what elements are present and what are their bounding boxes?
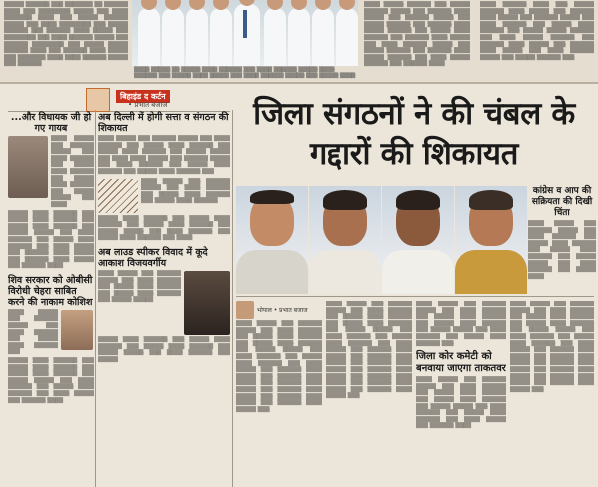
portrait-4 — [455, 186, 527, 294]
author-photo — [86, 88, 110, 112]
leaders-portraits — [236, 186, 526, 296]
column-header — [8, 88, 230, 112]
mid-body-3: ▒▒▒▒▒ ▒▒▒▒ ▒▒▒▒▒▒ ▒▒▒ ▒▒▒▒▒ ▒▒▒▒ ▒▒▒▒▒▒ ▒▒▒ ▒▒▒▒▒ ▒▒▒▒ ▒▒▒▒▒▒ ▒▒▒ ▒▒▒▒▒ ▒▒▒▒▒ ▒▒▒ ▒▒▒▒ ▒▒▒▒▒▒ ▒▒▒ ▒▒▒▒▒ — [98, 336, 230, 363]
mid-body-2: ▒▒▒▒▒ ▒▒▒▒ ▒▒▒▒▒▒ ▒▒▒ ▒▒▒▒▒ ▒▒▒▒ ▒▒▒▒▒▒ ▒▒▒ ▒▒▒▒▒ ▒▒▒▒ ▒▒▒▒▒▒ ▒▒▒ ▒▒▒▒▒ ▒▒▒▒▒ ▒▒▒ ▒▒▒▒ ▒▒▒▒▒▒ ▒▒▒ ▒▒▒▒▒ ▒▒▒▒ ▒▒▒▒▒▒ ▒▒▒ ▒▒▒▒ — [98, 215, 230, 242]
bottom-col-4: ▒▒▒▒ ▒▒▒▒▒ ▒▒▒ ▒▒▒▒▒▒ ▒▒▒▒▒ ▒▒▒ ▒▒▒▒ ▒▒▒▒▒▒ ▒▒▒ ▒▒▒▒▒ ▒▒▒▒ ▒▒▒▒▒▒ ▒▒▒ ▒▒▒▒▒ ▒▒▒▒ ▒▒▒▒▒▒ ▒▒▒ ▒▒▒▒▒ ▒▒▒▒▒ ▒▒▒ ▒▒▒▒ ▒▒▒▒▒▒ ▒▒▒ ▒▒▒▒▒ ▒▒▒▒ ▒▒▒▒▒▒ ▒▒▒ ▒▒▒▒ ▒▒▒▒▒ ▒▒▒ ▒▒▒▒▒▒ ▒▒▒▒ ▒▒▒▒▒ ▒▒▒ ▒▒▒▒▒▒ ▒▒▒▒ ▒▒▒▒▒ ▒▒▒ ▒▒▒▒▒▒ ▒▒▒▒ ▒▒▒▒▒ ▒▒▒ ▒▒▒▒▒▒ ▒▒▒▒ ▒▒▒▒▒ ▒▒▒ ▒▒▒▒▒▒ ▒▒▒▒ ▒▒▒▒▒ ▒▒▒ ▒▒▒▒▒▒ ▒▒▒▒ ▒▒▒▒▒ ▒▒▒ — [510, 301, 594, 393]
doctor-figure — [186, 8, 208, 66]
bottom-col-3: ▒▒▒▒ ▒▒▒▒▒ ▒▒▒ ▒▒▒▒▒▒ ▒▒▒▒▒ ▒▒▒ ▒▒▒▒ ▒▒▒▒▒▒ ▒▒▒ ▒▒▒▒▒ ▒▒▒▒ ▒▒▒▒▒▒ ▒▒▒ ▒▒▒▒▒ ▒▒▒▒ ▒▒▒▒▒▒ ▒▒▒ ▒▒▒▒▒ ▒▒▒▒▒ ▒▒▒ ▒▒▒▒ ▒▒▒▒▒▒ ▒▒▒ ▒▒▒▒▒ ▒▒▒▒ ▒▒▒▒▒▒ ▒▒▒ जिला कोर कमेटी को बनवाया जाएगा ताकतवर ▒▒▒▒ ▒▒▒▒▒ ▒▒▒ ▒▒▒▒▒▒ ▒▒▒▒▒ ▒▒▒ ▒▒▒▒ ▒▒▒▒▒▒ ▒▒▒ ▒▒▒▒▒ ▒▒▒▒ ▒▒▒▒▒▒ ▒▒▒ ▒▒▒▒▒ ▒▒▒▒ ▒▒▒▒▒▒ ▒▒▒ ▒▒▒▒▒ ▒▒▒▒▒ ▒▒▒ ▒▒▒▒ ▒▒▒▒▒▒ ▒▒▒ ▒▒▒▒▒ ▒▒▒▒ ▒▒▒▒▒▒ ▒▒▒ ▒▒▒▒ ▒▒▒▒▒ ▒▒▒ ▒▒▒▒▒▒ ▒▒▒▒ — [416, 301, 506, 430]
photo-caption: ▒▒▒▒ ▒▒▒▒▒ ▒▒ ▒▒▒▒▒ ▒▒▒▒ ▒▒▒▒▒▒ ▒▒▒ ▒▒▒▒ ▒▒▒▒▒▒ ▒▒▒▒▒ ▒▒▒▒ ▒▒▒▒▒▒ ▒▒▒ ▒▒▒▒▒ ▒▒▒▒ ▒▒▒▒▒ ▒▒▒ ▒▒▒▒ ▒▒▒▒▒▒ ▒▒▒▒▒ ▒▒▒ ▒▒▒▒▒ ▒▒▒▒ — [132, 66, 358, 82]
middle-column: अब दिल्ली में होगी सत्ता व संगठन की शिकायत ▒▒▒▒ ▒▒▒▒▒ ▒▒▒ ▒▒▒▒▒▒ ▒▒▒▒▒ ▒▒▒ ▒▒▒▒ ▒▒▒▒▒▒ ▒▒▒ ▒▒▒▒▒ ▒▒▒▒ ▒▒▒▒▒▒ ▒▒▒ ▒▒▒▒▒ ▒▒▒▒ ▒▒▒▒▒▒ ▒▒▒ ▒▒▒▒▒ ▒▒▒▒▒ ▒▒▒ ▒▒▒▒ ▒▒▒▒ ▒▒▒▒▒ ▒▒▒ ▒▒▒▒▒▒ ▒▒▒▒▒ ▒▒▒ ▒▒▒▒ ▒▒▒▒▒▒ ▒▒▒ ▒▒▒▒▒ ▒▒▒▒ ▒▒▒▒▒▒ ▒▒▒ ▒▒▒▒▒ ▒▒▒▒ ▒▒▒▒▒▒ ▒▒▒ ▒▒▒▒ ▒▒▒▒▒ ▒▒▒ ▒▒▒▒▒▒ ▒▒▒▒▒ ▒▒▒ ▒▒▒▒ ▒▒▒▒▒▒ ▒▒▒ ▒▒▒▒▒ ▒▒▒▒ ▒▒▒▒▒▒ ▒▒▒ ▒▒▒▒▒ ▒▒▒▒ ▒▒▒▒▒▒ ▒▒▒▒▒ ▒▒▒▒ ▒▒▒▒▒▒ ▒▒▒ ▒▒▒▒▒ ▒▒▒▒ ▒▒▒▒▒▒ ▒▒▒ ▒▒▒▒▒ ▒▒▒▒ ▒▒▒▒▒▒ ▒▒▒ ▒▒▒▒▒ ▒▒▒▒▒ ▒▒▒ ▒▒▒▒ ▒▒▒▒▒▒ ▒▒▒ ▒▒▒▒▒ ▒▒▒▒ ▒▒▒▒▒▒ ▒▒▒ ▒▒▒▒ अब लाउड स्पीकर विवाद में कूदे आकाश विजयवर्गीय ▒▒▒▒ ▒▒▒▒▒ ▒▒▒ ▒▒▒▒▒▒ ▒▒▒▒▒ ▒▒▒ ▒▒▒▒ ▒▒▒▒▒▒ ▒▒▒ ▒▒▒▒▒ ▒▒▒▒ ▒▒▒▒▒▒ ▒▒▒ ▒▒▒▒▒ ▒▒▒▒ ▒▒▒▒▒▒ ▒▒▒ ▒▒▒▒▒ ▒▒▒▒▒ ▒▒▒▒▒ ▒▒▒▒ ▒▒▒▒▒▒ ▒▒▒ ▒▒▒▒▒ ▒▒▒▒ ▒▒▒▒▒▒ ▒▒▒ ▒▒▒▒▒ ▒▒▒▒ ▒▒▒▒▒▒ ▒▒▒ ▒▒▒▒▒ ▒▒▒▒▒ ▒▒▒ ▒▒▒▒ ▒▒▒▒▒▒ ▒▒▒ ▒▒▒▒▒ — [98, 112, 230, 363]
doctor-figure — [234, 4, 260, 66]
side-box — [528, 186, 596, 286]
left-column: ...और विधायक जी हो गए गायब ▒▒▒▒ ▒▒▒▒▒ ▒▒▒ ▒▒▒▒▒▒ ▒▒▒▒▒ ▒▒▒ ▒▒▒▒ ▒▒▒▒▒▒ ▒▒▒ ▒▒▒▒▒ ▒▒▒▒ ▒▒▒▒▒▒ ▒▒▒ ▒▒▒▒▒ ▒▒▒▒ ▒▒▒▒▒▒ ▒▒▒ ▒▒▒▒▒ ▒▒▒▒▒ ▒▒▒ ▒▒▒▒ ▒▒▒▒▒ ▒▒▒▒ ▒▒▒▒▒▒ ▒▒▒ ▒▒▒▒▒ ▒▒▒▒ ▒▒▒▒▒▒ ▒▒▒ ▒▒▒▒▒ ▒▒▒▒ ▒▒▒▒▒▒ ▒▒▒ ▒▒▒▒▒ ▒▒▒▒▒ ▒▒▒ ▒▒▒▒ ▒▒▒▒▒▒ ▒▒▒ ▒▒▒▒▒ ▒▒▒▒ ▒▒▒▒▒▒ ▒▒▒ ▒▒▒▒ ▒▒▒▒▒ ▒▒▒ ▒▒▒▒▒▒ ▒▒▒▒ ▒▒▒▒▒ ▒▒▒ ▒▒▒▒▒▒ ▒▒▒▒ ▒▒▒▒▒ ▒▒▒ ▒▒▒▒▒▒ ▒▒▒▒ शिव सरकार को ओबीसी विरोधी चेहरा साबित करने की नाकाम कोशिश ▒▒▒▒ ▒▒▒▒▒ ▒▒▒ ▒▒▒▒▒▒ ▒▒▒▒▒ ▒▒▒ ▒▒▒▒ ▒▒▒▒▒▒ ▒▒▒ ▒▒▒▒▒ ▒▒▒▒ ▒▒▒▒▒▒ ▒▒▒ ▒▒▒▒▒ ▒▒▒▒ ▒▒▒▒▒▒ ▒▒▒ ▒▒▒▒▒ ▒▒▒▒ ▒▒▒▒▒▒ ▒▒▒ ▒▒▒▒▒ ▒▒▒▒ ▒▒▒▒▒▒ ▒▒▒ ▒▒▒▒▒ ▒▒▒▒▒ ▒▒▒ ▒▒▒▒ ▒▒▒▒▒▒ ▒▒▒ ▒▒▒▒▒ ▒▒▒▒ ▒▒▒▒▒▒ ▒▒▒ ▒▒▒▒ ▒▒▒▒▒ ▒▒▒ ▒▒▒▒▒▒ ▒▒▒▒ — [8, 112, 94, 404]
cartoon-drawing — [98, 179, 138, 213]
left-headline-2: शिव सरकार को ओबीसी विरोधी चेहरा साबित करने की नाकाम कोशिश — [8, 274, 93, 308]
doctor-figure — [162, 8, 184, 66]
bottom-subhead: जिला कोर कमेटी को बनवाया जाएगा ताकतवर — [416, 351, 506, 375]
doctor-figure — [138, 8, 160, 66]
akash-photo — [184, 271, 230, 335]
reporter-photo — [236, 301, 254, 319]
portrait-1 — [236, 186, 308, 294]
main-headline: जिला संगठनों ने की चंबल के गद्दारों की शिकायत — [253, 96, 575, 172]
doctor-figure — [312, 8, 334, 66]
mid-headline-2: अब लाउड स्पीकर विवाद में कूदे आकाश विजयवर्गीय — [98, 246, 208, 269]
side-headline: कांग्रेस व आप की सक्रियता की दिखी चिंता — [531, 186, 593, 218]
portrait-3 — [382, 186, 454, 294]
column-rule — [95, 110, 96, 487]
bottom-col-2: ▒▒▒▒ ▒▒▒▒▒ ▒▒▒ ▒▒▒▒▒▒ ▒▒▒▒▒ ▒▒▒ ▒▒▒▒ ▒▒▒▒▒▒ ▒▒▒ ▒▒▒▒▒ ▒▒▒▒ ▒▒▒▒▒▒ ▒▒▒ ▒▒▒▒▒ ▒▒▒▒ ▒▒▒▒▒▒ ▒▒▒ ▒▒▒▒▒ ▒▒▒▒▒ ▒▒▒ ▒▒▒▒ ▒▒▒▒▒▒ ▒▒▒ ▒▒▒▒▒ ▒▒▒▒ ▒▒▒▒▒▒ ▒▒▒ ▒▒▒▒ ▒▒▒▒▒ ▒▒▒ ▒▒▒▒▒▒ ▒▒▒▒ ▒▒▒▒▒ ▒▒▒ ▒▒▒▒▒▒ ▒▒▒▒ ▒▒▒▒▒ ▒▒▒ ▒▒▒▒▒▒ ▒▒▒▒ ▒▒▒▒▒ ▒▒▒ ▒▒▒▒▒▒ ▒▒▒▒ ▒▒▒▒▒ ▒▒▒ ▒▒▒▒▒▒ ▒▒▒▒ ▒▒▒▒▒ ▒▒▒ ▒▒▒▒▒▒ ▒▒▒▒ ▒▒▒▒▒ ▒▒▒ ▒▒▒▒▒▒ ▒▒▒▒ ▒▒▒▒▒ ▒▒▒ — [326, 301, 412, 400]
top-right-text-2: ▒▒▒▒ ▒▒▒▒▒▒ ▒▒▒▒ ▒▒▒ ▒▒▒▒▒ ▒▒▒▒▒▒ ▒▒▒▒ ▒▒▒▒▒ ▒▒▒ ▒▒▒▒▒▒ ▒▒▒▒ ▒▒▒▒▒ ▒▒▒ ▒▒▒▒▒▒ ▒▒▒▒▒ ▒▒▒ ▒▒▒▒ ▒▒▒▒▒▒ ▒▒▒ ▒▒▒▒▒ ▒▒▒▒ ▒▒▒▒▒▒ ▒▒▒ ▒▒▒▒▒ ▒▒▒▒▒ ▒▒▒▒▒▒ ▒▒▒ ▒▒▒▒ ▒▒▒▒▒ ▒▒▒▒▒▒ ▒▒▒ ▒▒▒▒▒▒ ▒▒▒▒ ▒▒▒▒▒ ▒▒▒ ▒▒▒▒▒▒ ▒▒▒▒ ▒▒▒▒▒ ▒▒▒ ▒▒▒▒ ▒▒▒▒▒▒ ▒▒▒▒▒ ▒▒▒ ▒▒▒▒▒ ▒▒▒▒▒▒ ▒▒▒ — [480, 2, 594, 61]
mid-body-1: ▒▒▒▒ ▒▒▒▒▒ ▒▒▒ ▒▒▒▒▒▒ ▒▒▒▒▒ ▒▒▒ ▒▒▒▒ ▒▒▒▒▒▒ ▒▒▒ ▒▒▒▒▒ ▒▒▒▒ ▒▒▒▒▒▒ ▒▒▒ ▒▒▒▒▒ ▒▒▒▒ ▒▒▒▒▒▒ ▒▒▒ ▒▒▒▒▒ ▒▒▒▒▒ ▒▒▒ ▒▒▒▒ ▒▒▒▒ ▒▒▒▒▒ ▒▒▒ ▒▒▒▒▒▒ ▒▒▒▒▒ ▒▒▒ ▒▒▒▒ ▒▒▒▒▒▒ ▒▒▒ ▒▒▒▒▒ ▒▒▒▒ ▒▒▒▒▒▒ ▒▒▒ ▒▒▒▒▒ ▒▒▒▒ ▒▒▒▒▒▒ ▒▒▒ — [98, 136, 230, 175]
top-strip — [0, 0, 598, 84]
doctor-figure — [210, 8, 232, 66]
leader-photo — [61, 310, 93, 350]
doctor-figure — [336, 8, 358, 66]
side-body: ▒▒▒▒ ▒▒▒▒▒ ▒▒▒ ▒▒▒▒▒▒ ▒▒▒▒▒ ▒▒▒ ▒▒▒▒ ▒▒▒▒▒▒ ▒▒▒ ▒▒▒▒▒ ▒▒▒▒ ▒▒▒▒▒▒ ▒▒▒ ▒▒▒▒▒ ▒▒▒▒ ▒▒▒▒▒▒ ▒▒▒ ▒▒▒▒▒ ▒▒▒▒▒ ▒▒▒ ▒▒▒▒ ▒▒▒▒▒▒ ▒▒▒ ▒▒▒▒▒ ▒▒▒▒ — [528, 221, 596, 280]
doctor-figure — [288, 8, 310, 66]
mla-photo — [8, 136, 48, 198]
bottom-articles — [236, 296, 594, 487]
left-headline: ...और विधायक जी हो गए गायब — [10, 112, 92, 134]
top-right-text-1: ▒▒▒▒ ▒▒▒▒▒ ▒▒▒▒▒▒ ▒▒▒ ▒▒▒▒▒ ▒▒▒▒▒▒ ▒▒▒▒▒ ▒▒▒ ▒▒▒▒▒▒ ▒▒▒▒ ▒▒▒▒▒ ▒▒▒ ▒▒▒▒▒▒ ▒▒▒▒▒ ▒▒▒ ▒▒▒▒▒ ▒▒▒▒▒▒ ▒▒▒ ▒▒▒▒▒▒ ▒▒▒▒ ▒▒▒▒▒ ▒▒▒▒▒▒ ▒▒▒ ▒▒▒▒▒ ▒▒▒▒ ▒▒▒▒▒▒ ▒▒▒ ▒▒▒▒▒▒ ▒▒▒▒ ▒▒▒▒▒ ▒▒▒ ▒▒▒▒ ▒▒▒▒▒▒ ▒▒▒▒▒ ▒▒▒ ▒▒▒▒▒ ▒▒▒▒▒▒ ▒▒▒ ▒▒▒▒▒▒ ▒▒▒▒ ▒▒▒▒▒ ▒▒▒▒▒▒ ▒▒▒ ▒▒▒▒ ▒▒▒▒▒ ▒▒▒▒▒▒ ▒▒▒ ▒▒▒▒▒▒ ▒▒▒▒ — [364, 2, 470, 68]
column-kicker: बिहाइंड द कर्टन — [116, 90, 170, 103]
top-left-text: ▒▒▒▒▒ ▒▒▒▒▒▒ ▒▒▒ ▒▒▒▒▒▒▒ ▒▒ ▒▒▒▒▒▒ ▒▒▒▒ ▒▒▒ ▒▒▒▒▒▒▒▒ ▒▒▒▒▒ ▒▒▒ ▒▒▒▒ ▒▒▒▒▒▒▒ ▒▒▒▒ ▒▒▒ ▒▒▒▒▒ ▒▒▒▒▒▒ ▒▒▒▒▒ ▒▒▒ ▒▒▒▒ ▒▒▒▒▒▒▒▒ ▒▒▒ ▒▒▒▒▒ ▒▒▒▒▒▒ ▒▒▒ ▒▒▒▒▒▒ ▒▒▒▒ ▒▒▒▒▒ ▒▒▒ ▒▒▒▒▒▒▒▒ ▒▒▒ ▒▒▒▒ ▒▒▒▒▒▒ ▒▒▒▒▒ ▒▒▒ ▒▒▒▒▒▒ ▒▒▒▒▒▒▒▒ ▒▒▒ ▒▒▒▒▒ ▒▒▒▒▒ ▒▒▒▒▒▒ ▒▒▒▒ ▒▒▒ ▒▒▒▒▒▒ ▒▒▒▒ ▒▒▒▒▒ ▒▒▒ ▒▒▒▒▒▒▒ ▒▒▒▒ ▒▒▒▒ ▒▒▒▒▒▒ ▒▒▒▒▒ ▒▒▒ ▒▒▒▒▒▒ — [4, 2, 128, 68]
doctor-figure — [264, 8, 286, 66]
bottom-byline: भोपाल • प्रभात बजाज — [257, 307, 308, 314]
portrait-2 — [309, 186, 381, 294]
left-body-2: ▒▒▒▒▒ ▒▒▒▒ ▒▒▒▒▒▒ ▒▒▒ ▒▒▒▒▒ ▒▒▒▒ ▒▒▒▒▒▒ ▒▒▒ ▒▒▒▒▒ ▒▒▒▒ ▒▒▒▒▒▒ ▒▒▒ ▒▒▒▒▒ ▒▒▒▒▒ ▒▒▒ ▒▒▒▒ ▒▒▒▒▒▒ ▒▒▒ ▒▒▒▒▒ ▒▒▒▒ ▒▒▒▒▒▒ ▒▒▒ ▒▒▒▒ ▒▒▒▒▒ ▒▒▒ ▒▒▒▒▒▒ ▒▒▒▒ — [8, 358, 94, 404]
bottom-col-1: भोपाल • प्रभात बजाज ▒▒▒▒ ▒▒▒▒▒ ▒▒▒ ▒▒▒▒▒▒ ▒▒▒▒▒ ▒▒▒ ▒▒▒▒ ▒▒▒▒▒▒ ▒▒▒ ▒▒▒▒▒ ▒▒▒▒ ▒▒▒▒▒▒ ▒▒▒ ▒▒▒▒▒ ▒▒▒▒ ▒▒▒▒▒▒ ▒▒▒ ▒▒▒▒▒ ▒▒▒▒▒ ▒▒▒ ▒▒▒▒ ▒▒▒▒▒▒ ▒▒▒ ▒▒▒▒▒ ▒▒▒▒ ▒▒▒▒▒▒ ▒▒▒ ▒▒▒▒ ▒▒▒▒▒ ▒▒▒ ▒▒▒▒▒▒ ▒▒▒▒ ▒▒▒▒▒ ▒▒▒ ▒▒▒▒▒▒ ▒▒▒▒ ▒▒▒▒▒ ▒▒▒ ▒▒▒▒▒▒ ▒▒▒▒ ▒▒▒▒▒ ▒▒▒ ▒▒▒▒▒▒ ▒▒▒▒ ▒▒▒▒▒ ▒▒▒ ▒▒▒▒▒▒ ▒▒▒▒ ▒▒▒▒▒ ▒▒▒ ▒▒▒▒▒▒ ▒▒▒▒ ▒▒▒▒▒ ▒▒▒ — [236, 301, 322, 487]
column-byline: • प्रभात बजाज — [128, 101, 168, 109]
left-body-1: ▒▒▒▒▒ ▒▒▒▒ ▒▒▒▒▒▒ ▒▒▒ ▒▒▒▒▒ ▒▒▒▒ ▒▒▒▒▒▒ ▒▒▒ ▒▒▒▒▒ ▒▒▒▒ ▒▒▒▒▒▒ ▒▒▒ ▒▒▒▒▒ ▒▒▒▒▒ ▒▒▒ ▒▒▒▒ ▒▒▒▒▒▒ ▒▒▒ ▒▒▒▒▒ ▒▒▒▒ ▒▒▒▒▒▒ ▒▒▒ ▒▒▒▒ ▒▒▒▒▒ ▒▒▒ ▒▒▒▒▒▒ ▒▒▒▒ ▒▒▒▒▒ ▒▒▒ ▒▒▒▒▒▒ ▒▒▒▒ ▒▒▒▒▒ ▒▒▒ ▒▒▒▒▒▒ ▒▒▒▒ — [8, 210, 94, 270]
column-rule — [232, 110, 233, 487]
mid-headline-1: अब दिल्ली में होगी सत्ता व संगठन की शिकायत — [98, 112, 229, 134]
doctors-photo — [132, 0, 358, 66]
